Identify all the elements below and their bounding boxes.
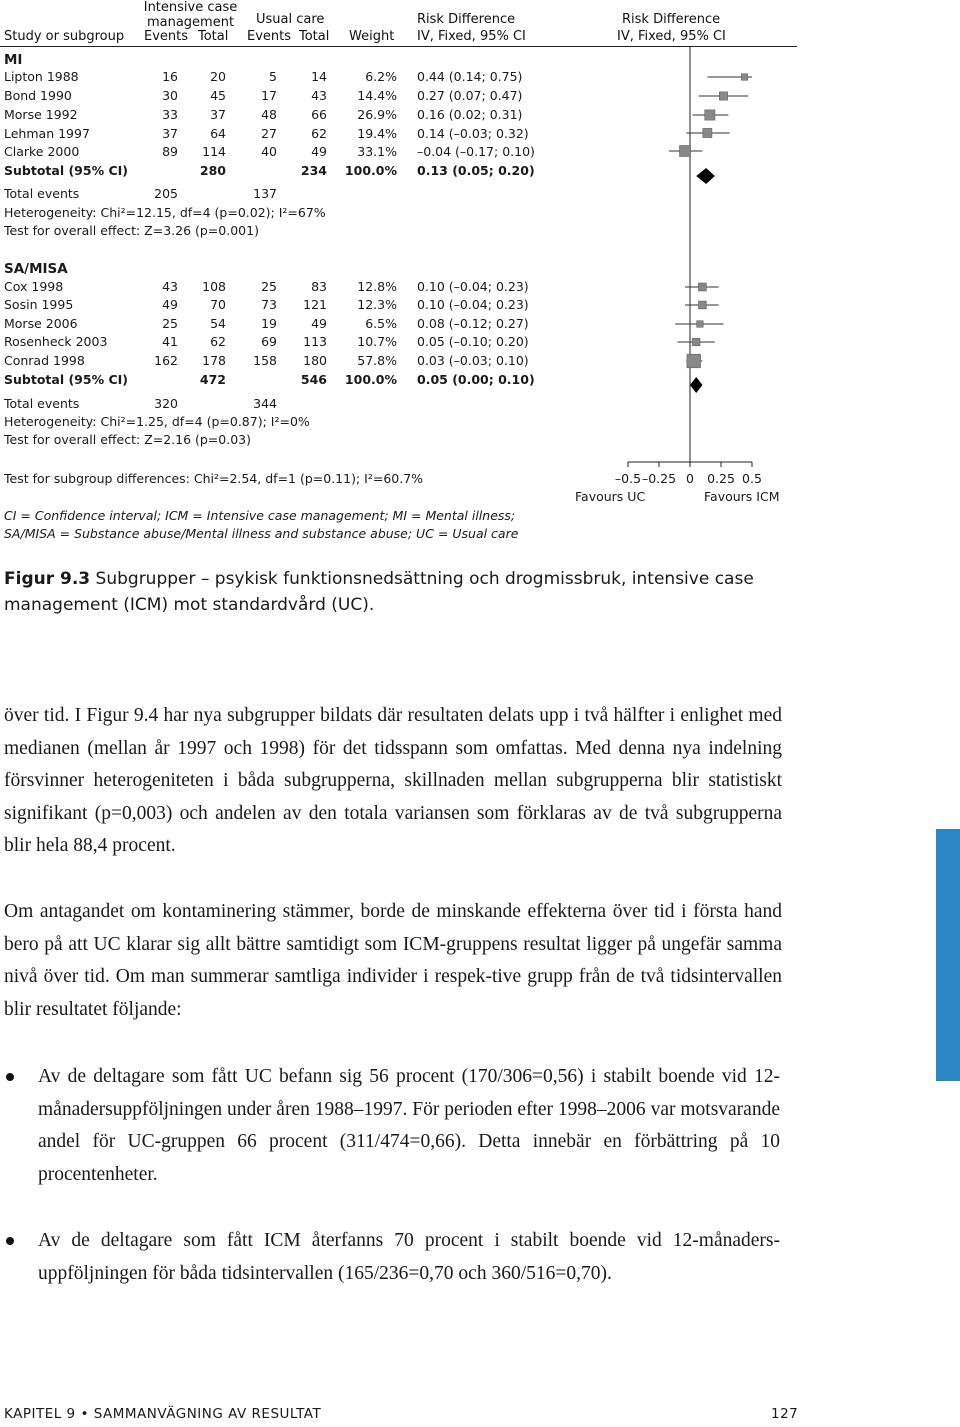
x-tick-label: 0 [686, 471, 694, 486]
header-plot-sub: IV, Fixed, 95% CI [617, 29, 726, 44]
header-rd: Risk Difference [417, 12, 516, 27]
study-square [705, 110, 715, 120]
cell-t1: 62 [210, 334, 226, 349]
cell-study: Sosin 1995 [4, 297, 74, 312]
cell-ci: –0.04 (–0.17; 0.10) [417, 144, 535, 159]
cell-e2: 48 [261, 107, 277, 122]
chapter-side-tab [936, 829, 960, 1081]
cell-t1: 45 [210, 88, 226, 103]
subtotal-weight: 100.0% [344, 163, 397, 178]
cell-weight: 57.8% [357, 353, 397, 368]
subtotal-usual-total: 546 [300, 372, 327, 387]
cell-weight: 19.4% [357, 126, 397, 141]
header-study: Study or subgroup [4, 29, 125, 44]
cell-ci: 0.27 (0.07; 0.47) [417, 88, 523, 103]
cell-e1: 43 [162, 279, 178, 294]
figure-caption-label: Figur 9.3 [4, 569, 91, 589]
study-square [698, 301, 706, 309]
total-events-icm: 205 [154, 186, 178, 201]
abbreviations-line-1: CI = Confidence interval; ICM = Intensive case management; MI = Mental illness; [4, 508, 516, 523]
cell-weight: 33.1% [357, 144, 397, 159]
footer-chapter: KAPITEL 9 • SAMMANVÄGNING AV RESULTAT [4, 1406, 322, 1422]
study-square [692, 338, 700, 346]
cell-study: Clarke 2000 [4, 144, 80, 159]
cell-t2: 83 [311, 279, 327, 294]
study-square [697, 321, 704, 328]
cell-weight: 14.4% [357, 88, 397, 103]
cell-e2: 17 [261, 88, 277, 103]
header-icm-events: Events [144, 29, 189, 44]
cell-ci: 0.03 (–0.03; 0.10) [417, 353, 529, 368]
header-rd-sub: IV, Fixed, 95% CI [417, 29, 526, 44]
subtotal-ci: 0.05 (0.00; 0.10) [417, 372, 535, 387]
study-square [703, 128, 712, 137]
cell-ci: 0.14 (–0.03; 0.32) [417, 126, 529, 141]
header-usual-events: Events [247, 29, 292, 44]
subtotal-ci: 0.13 (0.05; 0.20) [417, 163, 535, 178]
x-tick-label: –0.5 [614, 471, 642, 486]
cell-e1: 89 [162, 144, 178, 159]
cell-t2: 49 [311, 144, 327, 159]
cell-study: Morse 2006 [4, 316, 78, 331]
cell-t1: 108 [202, 279, 226, 294]
paragraph-2: Om antagandet om kontaminering stämmer, borde de minskande effekterna över tid i första hand bero på att UC klarar sig allt bättre samtidigt som ICM-gruppens resultat ligger på ungefär samma nivå över tid. Om man summerar samtliga individer i respek-tive grupp från de två tidsintervallen blir resultatet följande: [4, 901, 782, 1020]
heterogeneity-text: Heterogeneity: Chi²=12.15, df=4 (p=0.02); I²=67% [4, 205, 326, 220]
overall-effect-text: Test for overall effect: Z=2.16 (p=0.03) [4, 432, 251, 447]
study-square [698, 283, 706, 291]
cell-weight: 12.3% [357, 297, 397, 312]
cell-e2: 19 [261, 316, 277, 331]
cell-e2: 73 [261, 297, 277, 312]
subtotal-usual-total: 234 [300, 163, 327, 178]
group-title-mi: MI [4, 52, 23, 68]
cell-weight: 6.5% [365, 316, 397, 331]
cell-t2: 43 [311, 88, 327, 103]
forest-plot [0, 0, 960, 520]
subtotal-icm-total: 472 [199, 372, 226, 387]
cell-t1: 114 [202, 144, 226, 159]
cell-e1: 41 [162, 334, 178, 349]
cell-t2: 49 [311, 316, 327, 331]
cell-t2: 66 [311, 107, 327, 122]
cell-study: Rosenheck 2003 [4, 334, 108, 349]
figure-caption [4, 566, 784, 618]
cell-e2: 25 [261, 279, 277, 294]
cell-t2: 180 [303, 353, 327, 368]
study-square [719, 92, 727, 100]
cell-ci: 0.44 (0.14; 0.75) [417, 69, 523, 84]
paragraph-1: över tid. I Figur 9.4 har nya subgrupper bildats där resultaten delats upp i två hälfter i enlighet med medianen (mellan år 1997 och 1998) för det tidsspann som omfattas. Med denna nya indelning försvinner heterogeniteten i båda subgrupperna, skillnaden mellan subgrupperna blir statistiskt signifikant (p=0,003) och andelen av den totala variansen som förklaras av de två subgrupperna blir hela 88,4 procent. [4, 705, 782, 856]
bullet-item-2: Av de deltagare som fått ICM återfanns 70 procent i stabilt boende vid 12-månaders-uppföljningen för båda tidsintervallen (165/236=0,70 och 360/516=0,70). [38, 1230, 780, 1284]
x-tick-label: 0.25 [707, 471, 735, 486]
cell-t1: 54 [210, 316, 226, 331]
cell-e2: 40 [261, 144, 277, 159]
favours-icm-label: Favours ICM [704, 489, 780, 504]
bullet-marker [6, 1073, 14, 1081]
cell-ci: 0.05 (–0.10; 0.20) [417, 334, 529, 349]
cell-t2: 62 [311, 126, 327, 141]
abbreviations-line-2: SA/MISA = Substance abuse/Mental illness and substance abuse; UC = Usual care [4, 526, 519, 541]
cell-e1: 33 [162, 107, 178, 122]
cell-e1: 49 [162, 297, 178, 312]
subgroup-differences-text: Test for subgroup differences: Chi²=2.54, df=1 (p=0.11); I²=60.7% [4, 471, 424, 486]
bullet-marker [6, 1237, 14, 1245]
cell-t1: 64 [210, 126, 226, 141]
header-usual-group: Usual care [256, 12, 325, 27]
cell-study: Lehman 1997 [4, 126, 90, 141]
cell-weight: 12.8% [357, 279, 397, 294]
cell-study: Conrad 1998 [4, 353, 85, 368]
cell-e2: 69 [261, 334, 277, 349]
subtotal-diamond [696, 168, 715, 184]
cell-e2: 5 [269, 69, 277, 84]
header-icm-total: Total [198, 29, 229, 44]
cell-study: Lipton 1988 [4, 69, 79, 84]
cell-weight: 6.2% [365, 69, 397, 84]
study-square [680, 145, 691, 156]
header-plot: Risk Difference [622, 12, 721, 27]
subtotal-label: Subtotal (95% CI) [4, 372, 128, 387]
header-weight: Weight [349, 29, 395, 44]
total-events-usual: 137 [253, 186, 277, 201]
favours-uc-label: Favours UC [575, 489, 646, 504]
cell-t1: 37 [210, 107, 226, 122]
cell-t1: 70 [210, 297, 226, 312]
subtotal-diamond [690, 377, 702, 393]
cell-e2: 158 [253, 353, 277, 368]
cell-t2: 113 [303, 334, 327, 349]
cell-e1: 16 [162, 69, 178, 84]
overall-effect-text: Test for overall effect: Z=3.26 (p=0.001) [4, 223, 259, 238]
header-usual-total: Total [299, 29, 330, 44]
cell-study: Cox 1998 [4, 279, 64, 294]
cell-e1: 25 [162, 316, 178, 331]
cell-t1: 178 [202, 353, 226, 368]
cell-t2: 121 [303, 297, 327, 312]
footer-page-number: 127 [771, 1406, 799, 1422]
heterogeneity-text: Heterogeneity: Chi²=1.25, df=4 (p=0.87); I²=0% [4, 414, 310, 429]
cell-e2: 27 [261, 126, 277, 141]
study-square [687, 354, 701, 368]
cell-study: Bond 1990 [4, 88, 72, 103]
group-title-samisa: SA/MISA [4, 261, 68, 277]
cell-weight: 10.7% [357, 334, 397, 349]
total-events-icm: 320 [154, 396, 178, 411]
subtotal-weight: 100.0% [344, 372, 397, 387]
subtotal-icm-total: 280 [199, 163, 226, 178]
cell-t2: 14 [311, 69, 327, 84]
cell-e1: 37 [162, 126, 178, 141]
cell-ci: 0.10 (–0.04; 0.23) [417, 297, 529, 312]
x-tick-label: 0.5 [742, 471, 762, 486]
cell-ci: 0.08 (–0.12; 0.27) [417, 316, 529, 331]
cell-ci: 0.16 (0.02; 0.31) [417, 107, 523, 122]
total-events-label: Total events [4, 186, 80, 201]
cell-e1: 162 [154, 353, 178, 368]
study-square [741, 74, 747, 80]
cell-t1: 20 [210, 69, 226, 84]
subtotal-label: Subtotal (95% CI) [4, 163, 128, 178]
x-tick-label: –0.25 [641, 471, 677, 486]
cell-e1: 30 [162, 88, 178, 103]
total-events-label: Total events [4, 396, 80, 411]
cell-ci: 0.10 (–0.04; 0.23) [417, 279, 529, 294]
header-icm-group: Intensive case management [143, 0, 238, 30]
cell-study: Morse 1992 [4, 107, 78, 122]
total-events-usual: 344 [253, 396, 277, 411]
bullet-item-1: Av de deltagare som fått UC befann sig 56 procent (170/306=0,56) i stabilt boende vid 12-månadersuppföljningen under åren 1988–1997. För perioden efter 1998–2006 var motsvarande andel för UC-gruppen 66 procent (311/474=0,66). Detta innebär en förbättring på 10 procentenheter. [38, 1066, 780, 1185]
figure-caption-text: Subgrupper – psykisk funktionsnedsättning och drogmissbruk, intensive case management (ICM) mot standardvård (UC). [4, 569, 754, 615]
cell-weight: 26.9% [357, 107, 397, 122]
